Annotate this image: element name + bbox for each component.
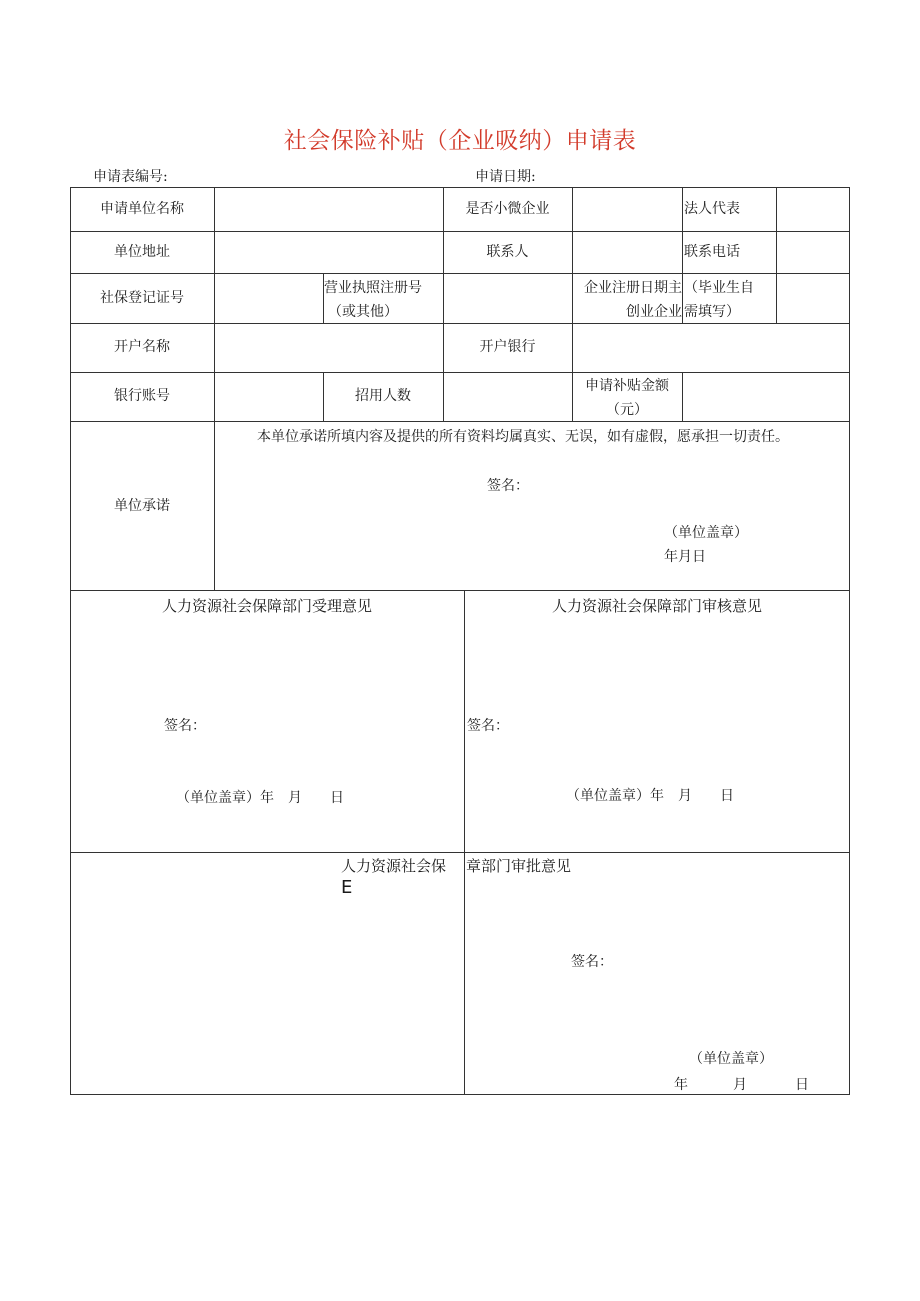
contact-phone-label: 联系电话 [684, 244, 740, 260]
form-number-label: 申请表编号: [93, 169, 168, 185]
approval-day-label: 日 [795, 1077, 809, 1093]
commitment-seal-label: （单位盖章） [664, 525, 748, 541]
review-opinion-title: 人力资源社会保障部门审核意见 [551, 597, 762, 615]
approval-signature-label: 签名： [571, 954, 613, 970]
unit-name-field[interactable] [215, 188, 443, 231]
subsidy-amount-field[interactable] [683, 373, 849, 421]
approval-seal-label: （单位盖章） [689, 1051, 773, 1067]
approval-month-label: 月 [733, 1077, 747, 1093]
bank-account-label: 银行账号 [114, 388, 170, 404]
social-security-no-field[interactable] [215, 274, 323, 323]
bank-label: 开户银行 [479, 339, 536, 355]
form-title: 社会保险补贴（企业吸纳）申请表 [283, 128, 637, 154]
registration-date-label: 企业注册日期主 创业企业 [584, 280, 682, 320]
application-date-label: 申请日期: [475, 169, 536, 185]
review-seal-date-label: （单位盖章）年 月 日 [566, 788, 734, 804]
account-name-field[interactable] [215, 324, 443, 372]
approval-year-label: 年 [674, 1077, 688, 1093]
bank-account-field[interactable] [215, 373, 323, 421]
registration-date-field[interactable] [777, 274, 849, 323]
small-micro-label: 是否小微企业 [465, 201, 550, 217]
legal-rep-label: 法人代表 [684, 201, 740, 217]
commitment-text: 本单位承诺所填内容及提供的所有资料均属真实、无误，如有虚假，愿承担一切责任。 [257, 429, 789, 445]
license-no-label: 营业执照注册号 （或其他） [324, 280, 422, 320]
approval-opinion-title-left: 人力资源社会保 [341, 857, 447, 875]
small-micro-field[interactable] [573, 188, 682, 231]
acceptance-signature-label: 签名： [164, 718, 206, 734]
legal-rep-field[interactable] [777, 188, 849, 231]
bank-field[interactable] [573, 324, 849, 372]
acceptance-seal-date-label: （单位盖章）年 月 日 [176, 790, 344, 806]
account-name-label: 开户名称 [114, 339, 170, 355]
subsidy-amount-label: 申请补贴金额 （元） [585, 378, 669, 418]
commitment-date-label: 年月日 [664, 549, 706, 565]
unit-address-field[interactable] [215, 232, 443, 273]
unit-address-label: 单位地址 [114, 244, 170, 260]
social-security-no-label: 社保登记证号 [100, 290, 184, 306]
unit-name-label: 申请单位名称 [100, 201, 184, 217]
contact-person-label: 联系人 [486, 244, 529, 260]
hires-label: 招用人数 [355, 388, 411, 404]
license-no-field[interactable] [444, 274, 572, 323]
graduate-note-label: （毕业生自 需填写） [684, 280, 754, 320]
approval-opinion-title-right: 章部门审批意见 [466, 857, 572, 875]
approval-opinion-title-glyph: E [341, 877, 353, 898]
commitment-label: 单位承诺 [114, 498, 170, 514]
hires-field[interactable] [444, 373, 572, 421]
acceptance-opinion-title: 人力资源社会保障部门受理意见 [161, 597, 372, 615]
review-signature-label: 签名： [467, 718, 509, 734]
contact-phone-field[interactable] [777, 232, 849, 273]
commitment-signature-label: 签名： [487, 478, 529, 494]
contact-person-field[interactable] [573, 232, 682, 273]
